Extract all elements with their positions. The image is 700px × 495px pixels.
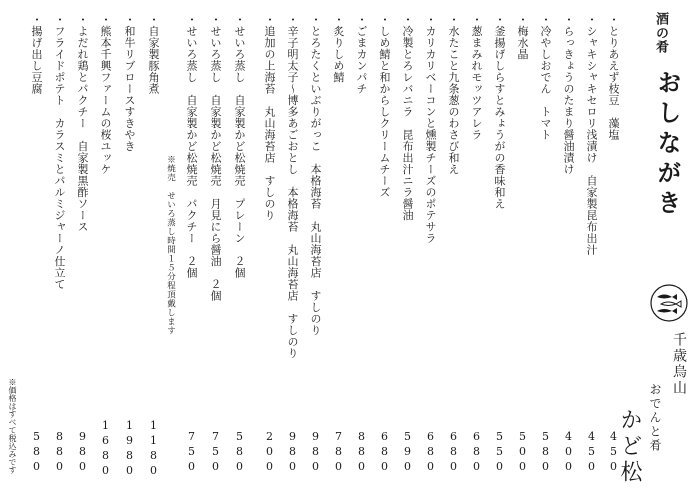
shumai-note: ※焼売 せいろ蒸し時間１５分程頂戴します: [165, 155, 176, 335]
menu-item-name: ・とろたくといぶりがっこ 本格海苔 丸山海苔店 すしのり: [309, 14, 322, 336]
menu-item-name: ・葱まみれモッツアレラ: [470, 14, 483, 141]
tax-note: ※価格はすべて税込みです: [8, 378, 17, 474]
menu-item-name: ・梅水晶: [516, 14, 529, 60]
menu-item-name: ・辛子明太子～博多あごおとし 本格海苔 丸山海苔店 すしのり: [286, 14, 299, 359]
menu-item-price: 780: [332, 430, 345, 475]
menu-item-name: ・せいろ蒸し 自家製かど松焼売 月見にら醤油 ２個: [209, 14, 222, 302]
menu-item-price: 500: [516, 430, 529, 475]
menu-item-price: 580: [30, 430, 43, 475]
menu-item-name: ・しめ鯖と和からしクリームチーズ: [378, 14, 391, 198]
menu-item-price: 680: [447, 430, 460, 475]
menu-item-price: 1980: [123, 419, 136, 479]
menu-item-price: 750: [185, 430, 198, 475]
menu-item-name: ・せいろ蒸し 自家製かど松焼売 プレーン ２個: [233, 14, 246, 279]
menu-item-price: 980: [286, 430, 299, 475]
menu-item-name: ・冷やしおでん トマト: [539, 14, 552, 141]
menu-item-name: ・炙りしめ鯖: [332, 14, 345, 83]
menu-item-name: ・シャキシャキセロリ浅漬け 自家製昆布出汁: [585, 14, 598, 256]
menu-item-name: ・ごまカンパチ: [355, 14, 368, 95]
menu-item-price: 680: [470, 430, 483, 475]
menu-item-price: 450: [607, 430, 620, 475]
menu-item-price: 580: [233, 430, 246, 475]
menu-item-price: 450: [585, 430, 598, 475]
menu-item-name: ・和牛リブロースすきやき: [123, 14, 136, 152]
menu-item-price: 980: [309, 430, 322, 475]
menu-item-price: 580: [539, 430, 552, 475]
menu-item-name: ・揚げ出し豆腐: [30, 14, 43, 95]
menu-item-name: ・熊本千興ファームの桜ユッケ: [99, 14, 112, 175]
menu-item-name: ・フライドポテト カラスミとパルミジャーノ仕立て: [53, 14, 66, 290]
shop-subtitle: おでんと肴: [648, 383, 662, 453]
menu-item-price: 680: [424, 430, 437, 475]
menu-item-price: 200: [263, 430, 276, 475]
menu-item-name: ・よだれ鶏とパクチー 自家製黒酢ソース: [76, 14, 89, 233]
menu-item-price: 980: [76, 430, 89, 475]
menu-item-price: 400: [562, 430, 575, 475]
menu-item-name: ・釜揚げしらすとみょうがの香味和え: [493, 14, 506, 210]
menu-item-price: 1180: [147, 419, 160, 479]
menu-item-name: ・冷製とろレバニラ 昆布出汁ニラ醤油: [401, 14, 414, 221]
menu-item-price: 1680: [99, 419, 112, 479]
sake-label: 酒の肴: [653, 12, 668, 54]
menu-item-price: 880: [355, 430, 368, 475]
menu-item-name: ・せいろ蒸し 自家製かど松焼売 パクチー ２個: [185, 14, 198, 279]
menu-item-name: ・らっきょうのたまり醤油漬け: [562, 14, 575, 175]
menu-item-name: ・水たこと九条葱のわさび和え: [447, 14, 460, 175]
menu-item-price: 590: [401, 430, 414, 475]
page-title: おしながき: [653, 70, 681, 220]
menu-item-name: ・カリカリベーコンと燻製チーズのポテサラ: [424, 14, 437, 244]
menu-item-price: 750: [209, 430, 222, 475]
menu-item-name: ・とりあえず枝豆 藻塩: [607, 14, 620, 141]
menu-item-price: 550: [493, 430, 506, 475]
shop-area: 千歳烏山: [671, 332, 687, 396]
shop-name: かど松: [617, 408, 642, 486]
fish-logo-icon: [648, 282, 690, 324]
menu-item-name: ・自家製豚角煮: [147, 14, 160, 95]
menu-item-price: 680: [378, 430, 391, 475]
menu-item-name: ・追加の上海苔 丸山海苔店 すしのり: [263, 14, 276, 221]
menu-item-price: 880: [53, 430, 66, 475]
